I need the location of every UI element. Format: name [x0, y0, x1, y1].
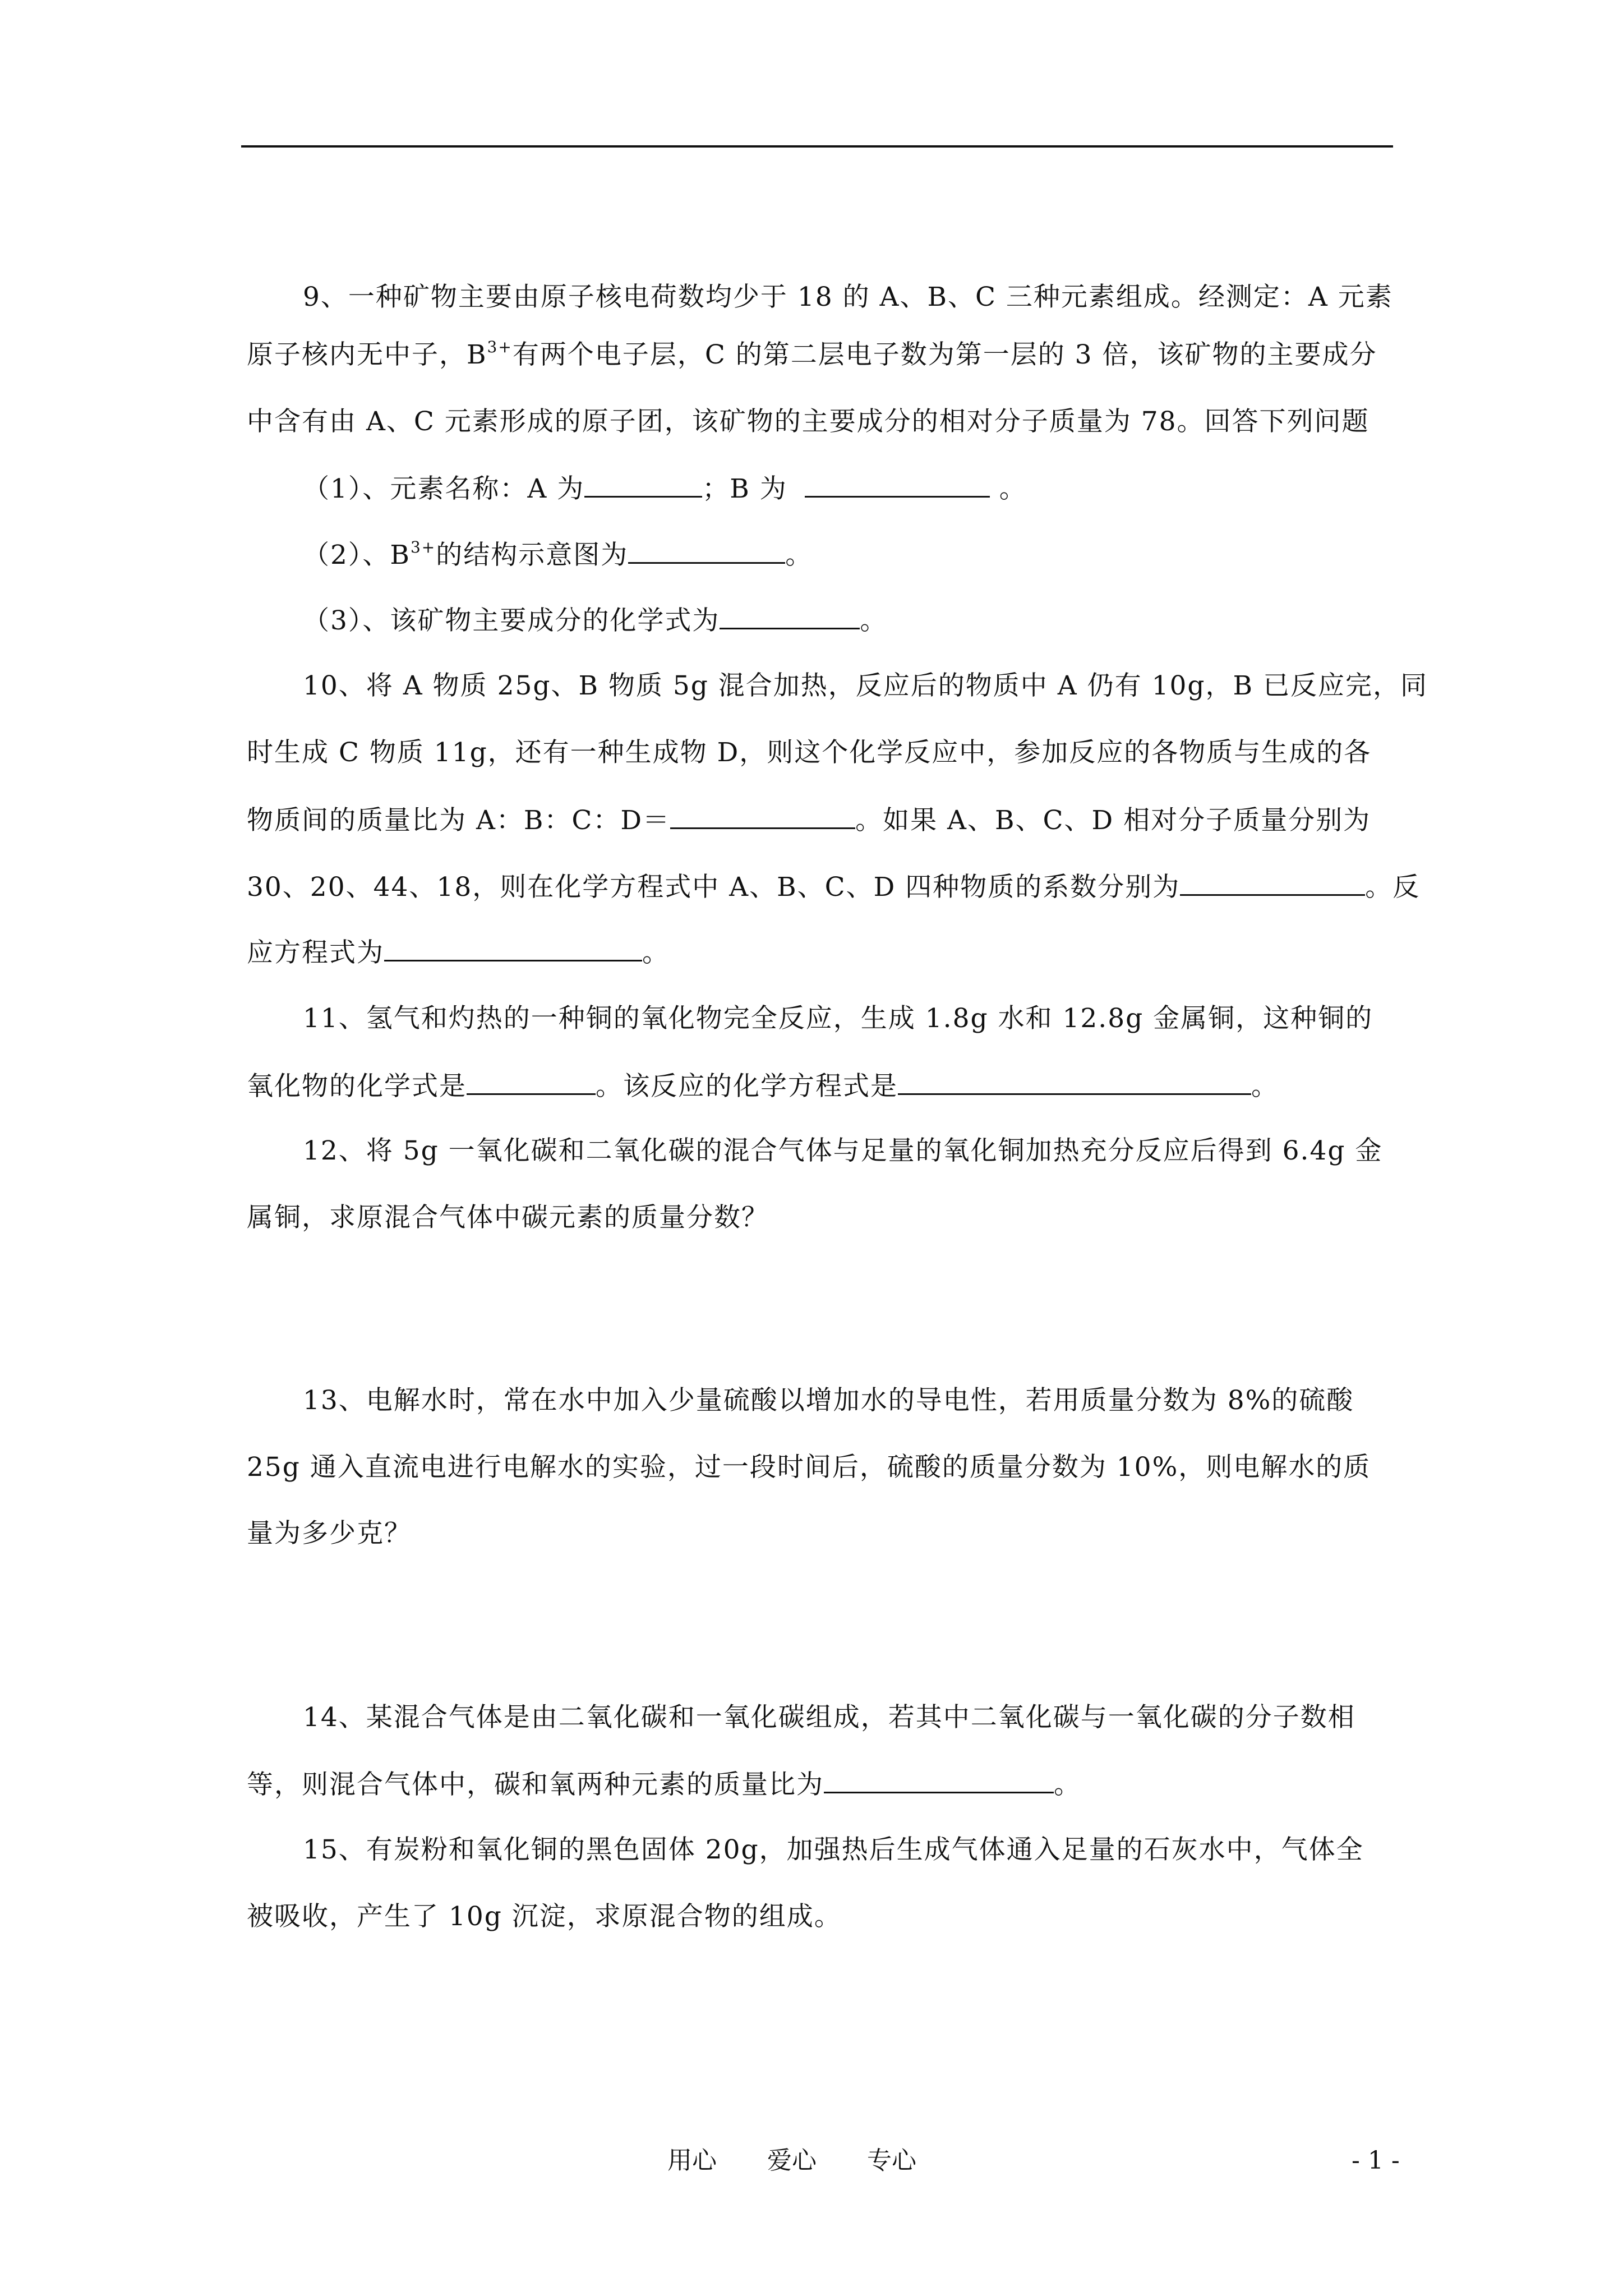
answer-blank-q9-formula[interactable] — [720, 603, 860, 629]
answer-blank-q10-ratio[interactable] — [670, 803, 855, 829]
q15-line-2: 被吸收，产生了 10g 沉淀，求原混合物的组成。 — [247, 1901, 842, 1932]
q9-line-3: 中含有由 A、C 元素形成的原子团，该矿物的主要成分的相对分子质量为 78。回答下列问题 — [247, 406, 1370, 437]
q9-superscript: 3+ — [487, 338, 513, 356]
q9-part-2 — [303, 537, 813, 572]
q9-part-2-label-b: 的结构示意图为 — [436, 540, 629, 570]
q10-line-3-text-a: 物质间的质量比为 A：B：C：D＝ — [247, 805, 671, 836]
answer-blank-q10-equation[interactable] — [384, 935, 642, 961]
q9-part-1-label: （1）、元素名称：A 为 — [303, 473, 585, 504]
q9-part-2-end: 。 — [785, 540, 813, 570]
q9-part-3-label: （3）、该矿物主要成分的化学式为 — [303, 605, 720, 636]
q12-line-1: 12、将 5g 一氧化碳和二氧化碳的混合气体与足量的氧化铜加热充分反应后得到 6.4g 金 — [303, 1135, 1383, 1166]
q11-line-2-end: 。 — [1251, 1071, 1279, 1102]
q14-line-2-text-a: 等，则混合气体中，碳和氧两种元素的质量比为 — [247, 1769, 824, 1800]
q9-part-2-label: （2）、B — [303, 540, 411, 570]
footer-motto-2: 爱心 — [767, 2146, 817, 2175]
q14-line-2-end: 。 — [1054, 1769, 1081, 1800]
answer-blank-q9-a[interactable] — [584, 471, 702, 498]
q13-line-1: 13、电解水时，常在水中加入少量硫酸以增加水的导电性，若用质量分数为 8%的硫酸 — [303, 1385, 1354, 1416]
q10-line-5-text-a: 应方程式为 — [247, 937, 384, 968]
q9-part-1-label-b: ；B 为 — [702, 473, 787, 504]
q14-line-2 — [247, 1767, 1081, 1802]
q15-line-1: 15、有炭粉和氧化铜的黑色固体 20g，加强热后生成气体通入足量的石灰水中，气体全 — [303, 1834, 1364, 1865]
footer-motto — [667, 2145, 967, 2177]
q10-line-1: 10、将 A 物质 25g、B 物质 5g 混合加热，反应后的物质中 A 仍有 10g，B 已反应完，同 — [303, 670, 1428, 701]
answer-blank-q9-b[interactable] — [805, 471, 990, 498]
q9-line-2 — [247, 338, 1377, 372]
q9-line-2-text-b: 有两个电子层，C 的第二层电子数为第一层的 3 倍，该矿物的主要成分 — [512, 339, 1377, 370]
q10-line-5 — [247, 935, 670, 970]
q11-line-2 — [247, 1069, 1279, 1103]
q10-line-4 — [247, 869, 1420, 904]
answer-blank-q11-equation[interactable] — [898, 1069, 1251, 1095]
answer-blank-q14-ratio[interactable] — [824, 1767, 1054, 1793]
q9-part-3 — [303, 603, 887, 638]
q12-line-2: 属铜，求原混合气体中碳元素的质量分数？ — [247, 1202, 769, 1233]
answer-blank-q11-formula[interactable] — [467, 1069, 596, 1095]
q10-line-4-text-b: 。反 — [1365, 872, 1421, 903]
q10-line-2: 时生成 C 物质 11g，还有一种生成物 D，则这个化学反应中，参加反应的各物质与生成的各 — [247, 737, 1372, 768]
q10-line-3 — [247, 803, 1371, 838]
q13-line-3: 量为多少克？ — [247, 1518, 412, 1549]
q11-line-2-text-b: 。该反应的化学方程式是 — [596, 1071, 898, 1102]
q10-line-3-text-b: 。如果 A、B、C、D 相对分子质量分别为 — [855, 805, 1371, 836]
q10-line-5-end: 。 — [642, 937, 670, 968]
header-rule — [241, 145, 1393, 148]
footer-motto-1: 用心 — [667, 2146, 717, 2175]
q9-part-2-superscript: 3+ — [410, 538, 436, 556]
q9-line-1: 9、一种矿物主要由原子核电荷数均少于 18 的 A、B、C 三种元素组成。经测定：A 元素 — [303, 282, 1393, 312]
answer-blank-q9-structure[interactable] — [628, 537, 785, 564]
q9-part-3-end: 。 — [860, 605, 888, 636]
footer-motto-3: 专心 — [867, 2146, 916, 2175]
answer-blank-q10-coefficients[interactable] — [1180, 869, 1365, 896]
q9-part-1 — [303, 471, 1027, 506]
q11-line-1: 11、氢气和灼热的一种铜的氧化物完全反应，生成 1.8g 水和 12.8g 金属铜，这种铜的 — [303, 1003, 1373, 1034]
q11-line-2-text-a: 氧化物的化学式是 — [247, 1071, 467, 1102]
q9-line-2-text-a: 原子核内无中子，B — [247, 339, 487, 370]
q13-line-2: 25g 通入直流电进行电解水的实验，过一段时间后，硫酸的质量分数为 10%，则电解水的质 — [247, 1452, 1371, 1483]
q10-line-4-text-a: 30、20、44、18，则在化学方程式中 A、B、C、D 四种物质的系数分别为 — [247, 872, 1181, 903]
q14-line-1: 14、某混合气体是由二氧化碳和一氧化碳组成，若其中二氧化碳与一氧化碳的分子数相 — [303, 1702, 1355, 1733]
page-number: - 1 - — [1352, 2146, 1400, 2175]
q9-part-1-end: 。 — [999, 473, 1027, 504]
